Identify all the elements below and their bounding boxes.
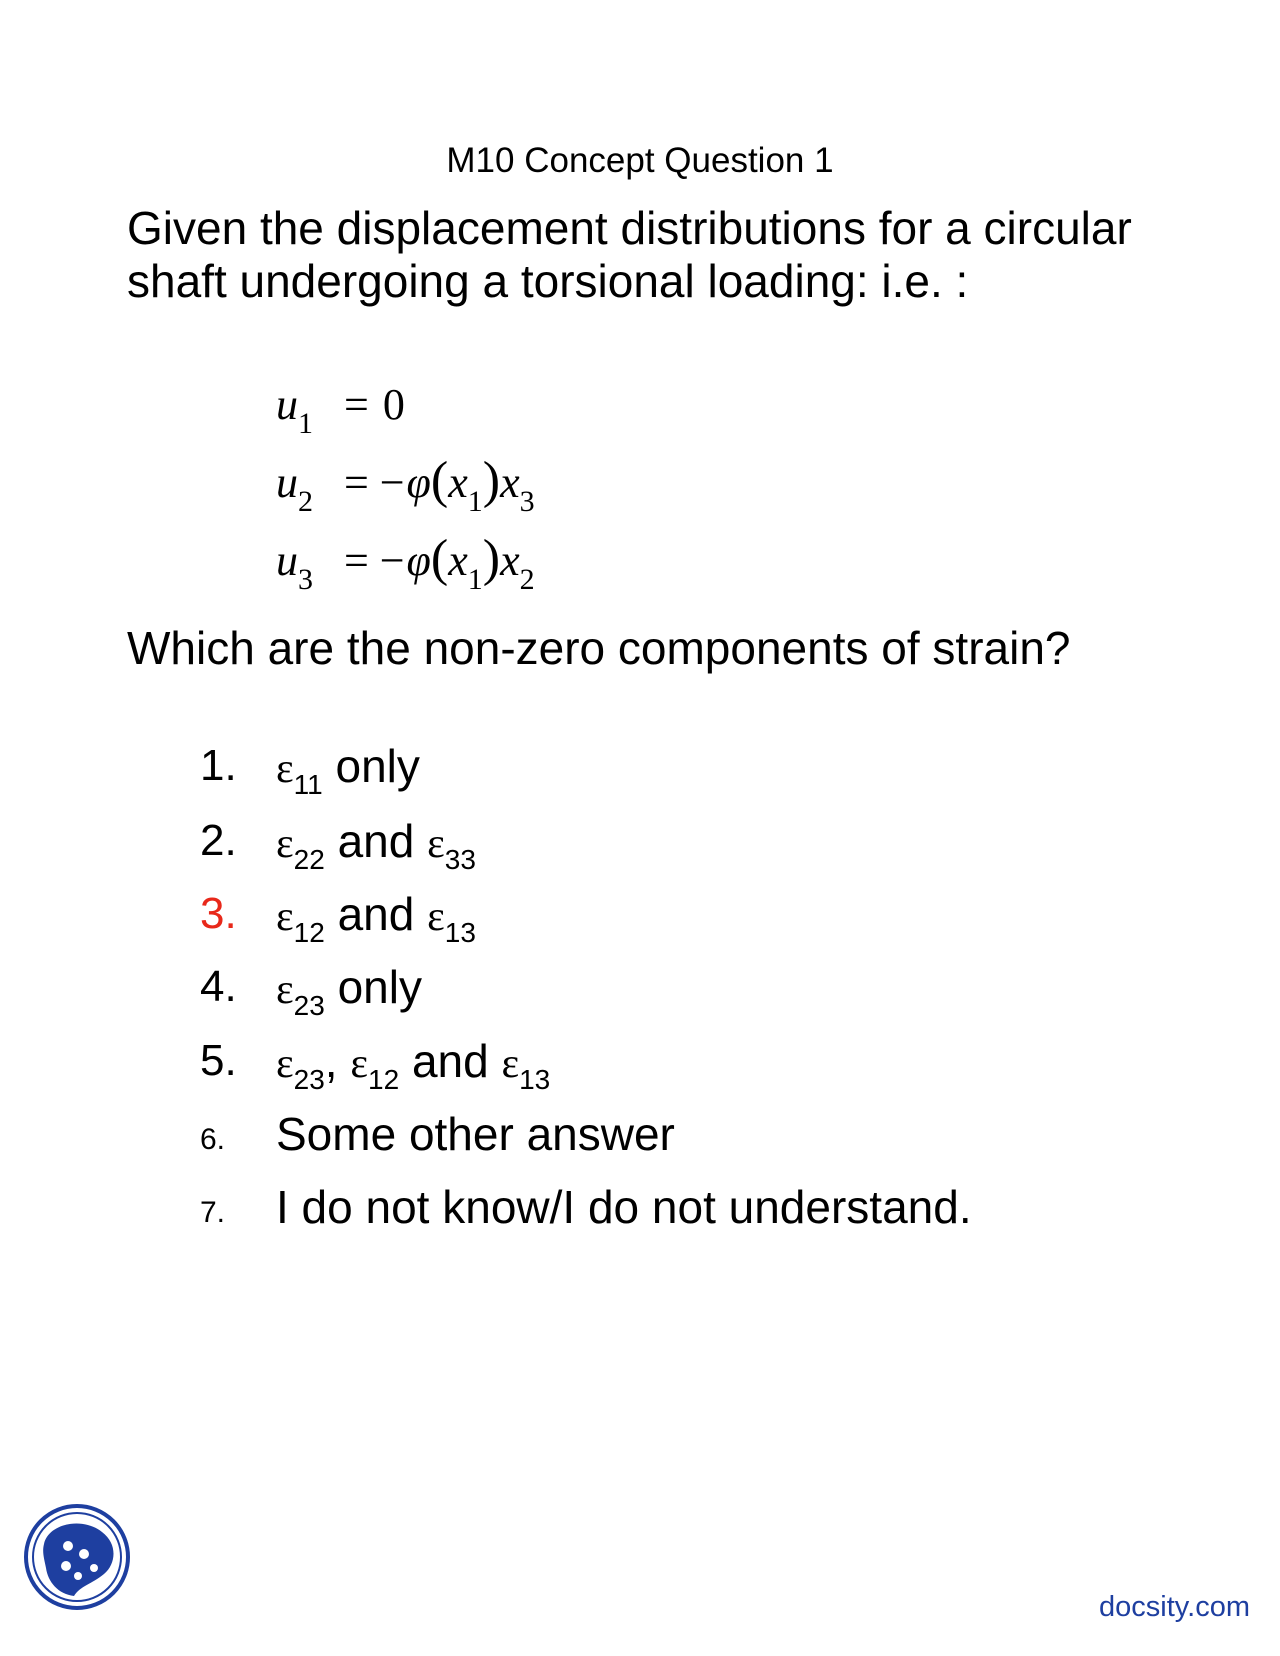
docsity-logo-icon xyxy=(22,1502,132,1612)
option-number: 2. xyxy=(200,816,237,865)
option-text xyxy=(276,957,422,1020)
strain-index: 11 xyxy=(293,769,323,800)
option-text xyxy=(276,884,476,947)
eq-x-sub: 3 xyxy=(519,485,535,518)
eq-x: x xyxy=(448,458,468,507)
eq-equals: = xyxy=(344,536,369,585)
word-and: and xyxy=(411,1035,489,1087)
word-and: and xyxy=(337,888,415,940)
option-number-highlighted: 3. xyxy=(200,889,237,938)
strain-index: 12 xyxy=(293,917,325,948)
eq-x: x xyxy=(448,536,468,585)
intro-text: Given the displacement distributions for a circular shaft undergoing a torsional loading: i.e. : xyxy=(127,202,1132,307)
eq-equals: = xyxy=(344,380,369,429)
epsilon-symbol: ε xyxy=(350,1041,368,1087)
strain-index: 13 xyxy=(444,917,476,948)
option-text xyxy=(276,736,420,799)
eq-x: x xyxy=(500,536,520,585)
strain-index: 33 xyxy=(444,844,476,875)
option-text xyxy=(276,811,476,874)
eq-close-paren: ) xyxy=(482,530,501,587)
option-number: 4. xyxy=(200,962,237,1011)
eq-x-sub: 2 xyxy=(519,563,535,596)
option-text xyxy=(276,1031,550,1094)
eq-close-paren: ) xyxy=(482,452,501,509)
eq-x-sub: 1 xyxy=(467,485,483,518)
option-text: Some other answer xyxy=(276,1108,675,1160)
eq-x-sub: 1 xyxy=(467,563,483,596)
eq-var-sub: 2 xyxy=(298,485,313,518)
option-number: 5. xyxy=(200,1036,237,1085)
epsilon-symbol: ε xyxy=(276,1041,294,1087)
eq-rhs: 0 xyxy=(382,380,405,429)
option-number: 1. xyxy=(200,741,237,790)
eq-open-paren: ( xyxy=(430,452,449,509)
eq-var-sub: 1 xyxy=(298,407,313,440)
eq-var: u xyxy=(276,380,298,429)
eq-minus-phi: −φ xyxy=(376,458,431,507)
equation-u3 xyxy=(276,530,535,596)
epsilon-symbol: ε xyxy=(427,894,445,940)
option-number: 6. xyxy=(200,1123,226,1156)
equation-u2 xyxy=(276,452,535,518)
comma: , xyxy=(324,1035,338,1087)
word-only: only xyxy=(335,740,420,792)
word-and: and xyxy=(337,815,415,867)
strain-index: 22 xyxy=(293,844,325,875)
epsilon-symbol: ε xyxy=(427,821,445,867)
strain-index: 12 xyxy=(368,1064,400,1095)
option-text: I do not know/I do not understand. xyxy=(276,1181,972,1233)
eq-open-paren: ( xyxy=(430,530,449,587)
epsilon-symbol: ε xyxy=(276,821,294,867)
option-number: 7. xyxy=(200,1196,226,1229)
equation-u1 xyxy=(276,380,405,440)
epsilon-symbol: ε xyxy=(276,967,294,1013)
epsilon-symbol: ε xyxy=(276,746,294,792)
question-text: Which are the non-zero components of strain? xyxy=(127,622,1071,674)
epsilon-symbol: ε xyxy=(276,894,294,940)
word-only: only xyxy=(337,961,422,1013)
strain-index: 13 xyxy=(519,1064,551,1095)
epsilon-symbol: ε xyxy=(501,1041,520,1087)
eq-equals: = xyxy=(344,458,369,507)
slide-title: M10 Concept Question 1 xyxy=(446,141,834,180)
eq-var-sub: 3 xyxy=(298,563,313,596)
eq-minus-phi: −φ xyxy=(376,536,431,585)
strain-index: 23 xyxy=(293,990,325,1021)
strain-index: 23 xyxy=(293,1064,325,1095)
eq-var: u xyxy=(276,458,298,507)
eq-var: u xyxy=(276,536,298,585)
eq-x: x xyxy=(500,458,520,507)
docsity-watermark[interactable]: docsity.com xyxy=(1099,1591,1250,1623)
